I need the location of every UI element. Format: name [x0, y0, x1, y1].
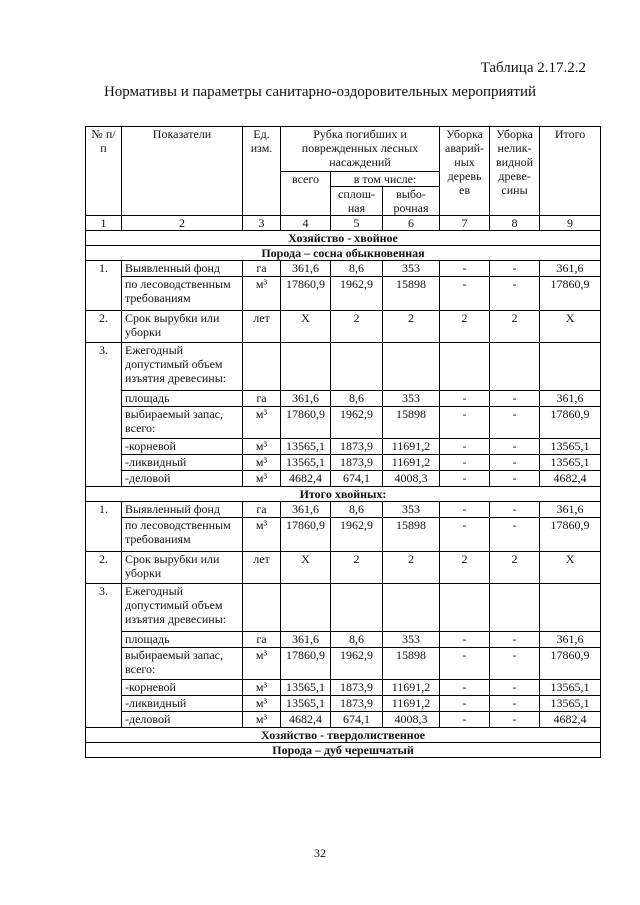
clear-cell: 674,1 [331, 712, 383, 728]
illiquid-cell: - [490, 648, 540, 680]
header-emergency: Уборка аварий-ных деревь ев [440, 127, 490, 216]
unit-cell: м³ [243, 648, 281, 680]
selective-cell: 11691,2 [383, 680, 440, 696]
indicator-cell: Ежегодный допустимый объем изъятия древесины: [122, 584, 243, 632]
section-row [86, 743, 601, 758]
indicator-cell: Срок вырубки или уборки [122, 311, 243, 343]
selective-cell: 4008,3 [383, 712, 440, 728]
clear-cell: 674,1 [331, 471, 383, 487]
unit-cell: м³ [243, 696, 281, 712]
section-title: Хозяйство - твердолиственное [86, 728, 601, 743]
grand-total-cell: 361,6 [540, 391, 601, 407]
indicator-cell: по лесоводственным требованиям [122, 277, 243, 311]
grand-total-cell: Х [540, 311, 601, 343]
colnum: 4 [281, 216, 331, 231]
indicator-cell: по лесоводственным требованиям [122, 518, 243, 552]
total-cell: 13565,1 [281, 680, 331, 696]
unit-cell: лет [243, 311, 281, 343]
indicator-cell: -деловой [122, 712, 243, 728]
clear-cell [331, 584, 383, 632]
table-row [86, 455, 601, 471]
emergency-cell: - [440, 712, 490, 728]
emergency-cell: - [440, 680, 490, 696]
indicator-cell: площадь [122, 391, 243, 407]
table-row [86, 680, 601, 696]
table-row [86, 391, 601, 407]
indicator-cell: площадь [122, 632, 243, 648]
illiquid-cell: - [490, 632, 540, 648]
clear-cell: 1873,9 [331, 696, 383, 712]
indicator-cell: Выявленный фонд [122, 502, 243, 518]
total-cell: 13565,1 [281, 455, 331, 471]
unit-cell [243, 584, 281, 632]
total-cell: 4682,4 [281, 471, 331, 487]
selective-cell: 15898 [383, 518, 440, 552]
colnum: 8 [490, 216, 540, 231]
selective-cell: 2 [383, 552, 440, 584]
header-indicator: Показатели [122, 127, 243, 216]
clear-cell: 8,6 [331, 502, 383, 518]
unit-cell: га [243, 391, 281, 407]
indicator-cell: выбираемый запас, всего: [122, 407, 243, 439]
total-cell: 361,6 [281, 391, 331, 407]
selective-cell: 353 [383, 261, 440, 277]
table-row [86, 712, 601, 728]
unit-cell: лет [243, 552, 281, 584]
illiquid-cell [490, 584, 540, 632]
clear-cell: 1962,9 [331, 277, 383, 311]
emergency-cell: 2 [440, 311, 490, 343]
total-cell: 17860,9 [281, 407, 331, 439]
grand-total-cell: 13565,1 [540, 696, 601, 712]
selective-cell: 15898 [383, 277, 440, 311]
illiquid-cell: - [490, 502, 540, 518]
row-number: 2. [86, 311, 122, 343]
indicator-cell: выбираемый запас, всего: [122, 648, 243, 680]
clear-cell: 1962,9 [331, 407, 383, 439]
clear-cell: 1873,9 [331, 455, 383, 471]
table-row [86, 632, 601, 648]
selective-cell: 15898 [383, 648, 440, 680]
selective-cell [383, 584, 440, 632]
table-row [86, 502, 601, 518]
indicator-cell: -ликвидный [122, 696, 243, 712]
unit-cell: м³ [243, 277, 281, 311]
total-cell: 4682,4 [281, 712, 331, 728]
colnum: 9 [540, 216, 601, 231]
table-row [86, 696, 601, 712]
emergency-cell: - [440, 439, 490, 455]
section-title: Порода – дуб черешчатый [86, 743, 601, 758]
header-clear: сплош-ная [331, 187, 383, 216]
table-row [86, 261, 601, 277]
illiquid-cell: 2 [490, 552, 540, 584]
emergency-cell: - [440, 261, 490, 277]
illiquid-cell: - [490, 261, 540, 277]
header-grand-total: Итого [540, 127, 601, 216]
row-number: 1. [86, 261, 122, 311]
emergency-cell [440, 584, 490, 632]
selective-cell: 15898 [383, 407, 440, 439]
clear-cell: 2 [331, 552, 383, 584]
grand-total-cell: 4682,4 [540, 471, 601, 487]
clear-cell: 1962,9 [331, 518, 383, 552]
illiquid-cell: - [490, 277, 540, 311]
emergency-cell: - [440, 518, 490, 552]
table-row [86, 518, 601, 552]
emergency-cell: - [440, 696, 490, 712]
unit-cell [243, 343, 281, 391]
illiquid-cell: - [490, 712, 540, 728]
total-cell: 361,6 [281, 632, 331, 648]
unit-cell: м³ [243, 471, 281, 487]
emergency-cell [440, 343, 490, 391]
grand-total-cell: 361,6 [540, 261, 601, 277]
total-cell: 361,6 [281, 261, 331, 277]
section-title: Хозяйство - хвойное [86, 231, 601, 246]
colnum: 6 [383, 216, 440, 231]
unit-cell: м³ [243, 455, 281, 471]
colnum: 5 [331, 216, 383, 231]
indicator-cell: -ликвидный [122, 455, 243, 471]
clear-cell [331, 343, 383, 391]
table-row [86, 277, 601, 311]
total-cell: Х [281, 552, 331, 584]
total-cell: Х [281, 311, 331, 343]
table-row [86, 311, 601, 343]
total-cell: 17860,9 [281, 277, 331, 311]
selective-cell: 11691,2 [383, 455, 440, 471]
header-illiquid: Уборка нелик-видной древе-сины [490, 127, 540, 216]
indicator-cell: Ежегодный допустимый объем изъятия древесины: [122, 343, 243, 391]
clear-cell: 1873,9 [331, 439, 383, 455]
grand-total-cell: 4682,4 [540, 712, 601, 728]
total-cell: 361,6 [281, 502, 331, 518]
emergency-cell: - [440, 471, 490, 487]
illiquid-cell: - [490, 439, 540, 455]
total-cell [281, 584, 331, 632]
grand-total-cell: 17860,9 [540, 648, 601, 680]
header-selective: выбо-рочная [383, 187, 440, 216]
indicator-cell: -корневой [122, 680, 243, 696]
page-number: 32 [314, 846, 326, 860]
grand-total-cell: 361,6 [540, 502, 601, 518]
emergency-cell: 2 [440, 552, 490, 584]
illiquid-cell: - [490, 680, 540, 696]
selective-cell: 353 [383, 632, 440, 648]
header-felling: Рубка погибших и поврежденных лесных насаждений [281, 127, 440, 172]
indicator-cell: -корневой [122, 439, 243, 455]
illiquid-cell: 2 [490, 311, 540, 343]
table-row [86, 439, 601, 455]
emergency-cell: - [440, 391, 490, 407]
selective-cell: 353 [383, 502, 440, 518]
column-numbers-row [86, 216, 601, 231]
total-cell: 13565,1 [281, 439, 331, 455]
header-unit: Ед. изм. [243, 127, 281, 216]
illiquid-cell: - [490, 518, 540, 552]
indicator-cell: Срок вырубки или уборки [122, 552, 243, 584]
grand-total-cell: 13565,1 [540, 455, 601, 471]
clear-cell: 8,6 [331, 632, 383, 648]
grand-total-cell: Х [540, 552, 601, 584]
total-cell: 13565,1 [281, 696, 331, 712]
unit-cell: га [243, 502, 281, 518]
grand-total-cell [540, 584, 601, 632]
emergency-cell: - [440, 502, 490, 518]
selective-cell: 4008,3 [383, 471, 440, 487]
section-title: Итого хвойных: [86, 487, 601, 502]
total-cell: 17860,9 [281, 648, 331, 680]
selective-cell: 11691,2 [383, 439, 440, 455]
section-row [86, 231, 601, 246]
grand-total-cell: 17860,9 [540, 518, 601, 552]
clear-cell: 2 [331, 311, 383, 343]
emergency-cell: - [440, 455, 490, 471]
illiquid-cell: - [490, 391, 540, 407]
colnum: 3 [243, 216, 281, 231]
unit-cell: га [243, 261, 281, 277]
unit-cell: м³ [243, 712, 281, 728]
unit-cell: м³ [243, 407, 281, 439]
table-row [86, 584, 601, 632]
clear-cell: 8,6 [331, 391, 383, 407]
unit-cell: м³ [243, 439, 281, 455]
grand-total-cell: 17860,9 [540, 277, 601, 311]
illiquid-cell: - [490, 696, 540, 712]
colnum: 7 [440, 216, 490, 231]
illiquid-cell: - [490, 455, 540, 471]
table-row [86, 407, 601, 439]
table-row [86, 648, 601, 680]
selective-cell [383, 343, 440, 391]
unit-cell: га [243, 632, 281, 648]
illiquid-cell: - [490, 407, 540, 439]
section-row [86, 246, 601, 261]
row-number: 1. [86, 502, 122, 552]
row-number: 2. [86, 552, 122, 584]
selective-cell: 353 [383, 391, 440, 407]
indicator-cell: Выявленный фонд [122, 261, 243, 277]
table-row [86, 343, 601, 391]
colnum: 2 [122, 216, 243, 231]
indicator-cell: -деловой [122, 471, 243, 487]
total-cell: 17860,9 [281, 518, 331, 552]
colnum: 1 [86, 216, 122, 231]
grand-total-cell: 17860,9 [540, 407, 601, 439]
header-no: № п/п [86, 127, 122, 216]
total-cell [281, 343, 331, 391]
unit-cell: м³ [243, 518, 281, 552]
emergency-cell: - [440, 277, 490, 311]
emergency-cell: - [440, 632, 490, 648]
section-row [86, 487, 601, 502]
selective-cell: 11691,2 [383, 696, 440, 712]
table-caption: Таблица 2.17.2.2 [480, 60, 586, 76]
section-title: Порода – сосна обыкновенная [86, 246, 601, 261]
header-including: в том числе: [331, 172, 440, 187]
grand-total-cell: 13565,1 [540, 680, 601, 696]
row-number: 3. [86, 584, 122, 728]
row-number: 3. [86, 343, 122, 487]
table-row [86, 471, 601, 487]
table-title: Нормативы и параметры санитарно-оздоровительных мероприятий [103, 84, 537, 100]
grand-total-cell [540, 343, 601, 391]
emergency-cell: - [440, 407, 490, 439]
selective-cell: 2 [383, 311, 440, 343]
header-total-all: всего [281, 172, 331, 216]
grand-total-cell: 13565,1 [540, 439, 601, 455]
unit-cell: м³ [243, 680, 281, 696]
norms-table [85, 126, 601, 758]
clear-cell: 1873,9 [331, 680, 383, 696]
clear-cell: 1962,9 [331, 648, 383, 680]
illiquid-cell [490, 343, 540, 391]
grand-total-cell: 361,6 [540, 632, 601, 648]
illiquid-cell: - [490, 471, 540, 487]
table-row [86, 552, 601, 584]
section-row [86, 728, 601, 743]
emergency-cell: - [440, 648, 490, 680]
clear-cell: 8,6 [331, 261, 383, 277]
